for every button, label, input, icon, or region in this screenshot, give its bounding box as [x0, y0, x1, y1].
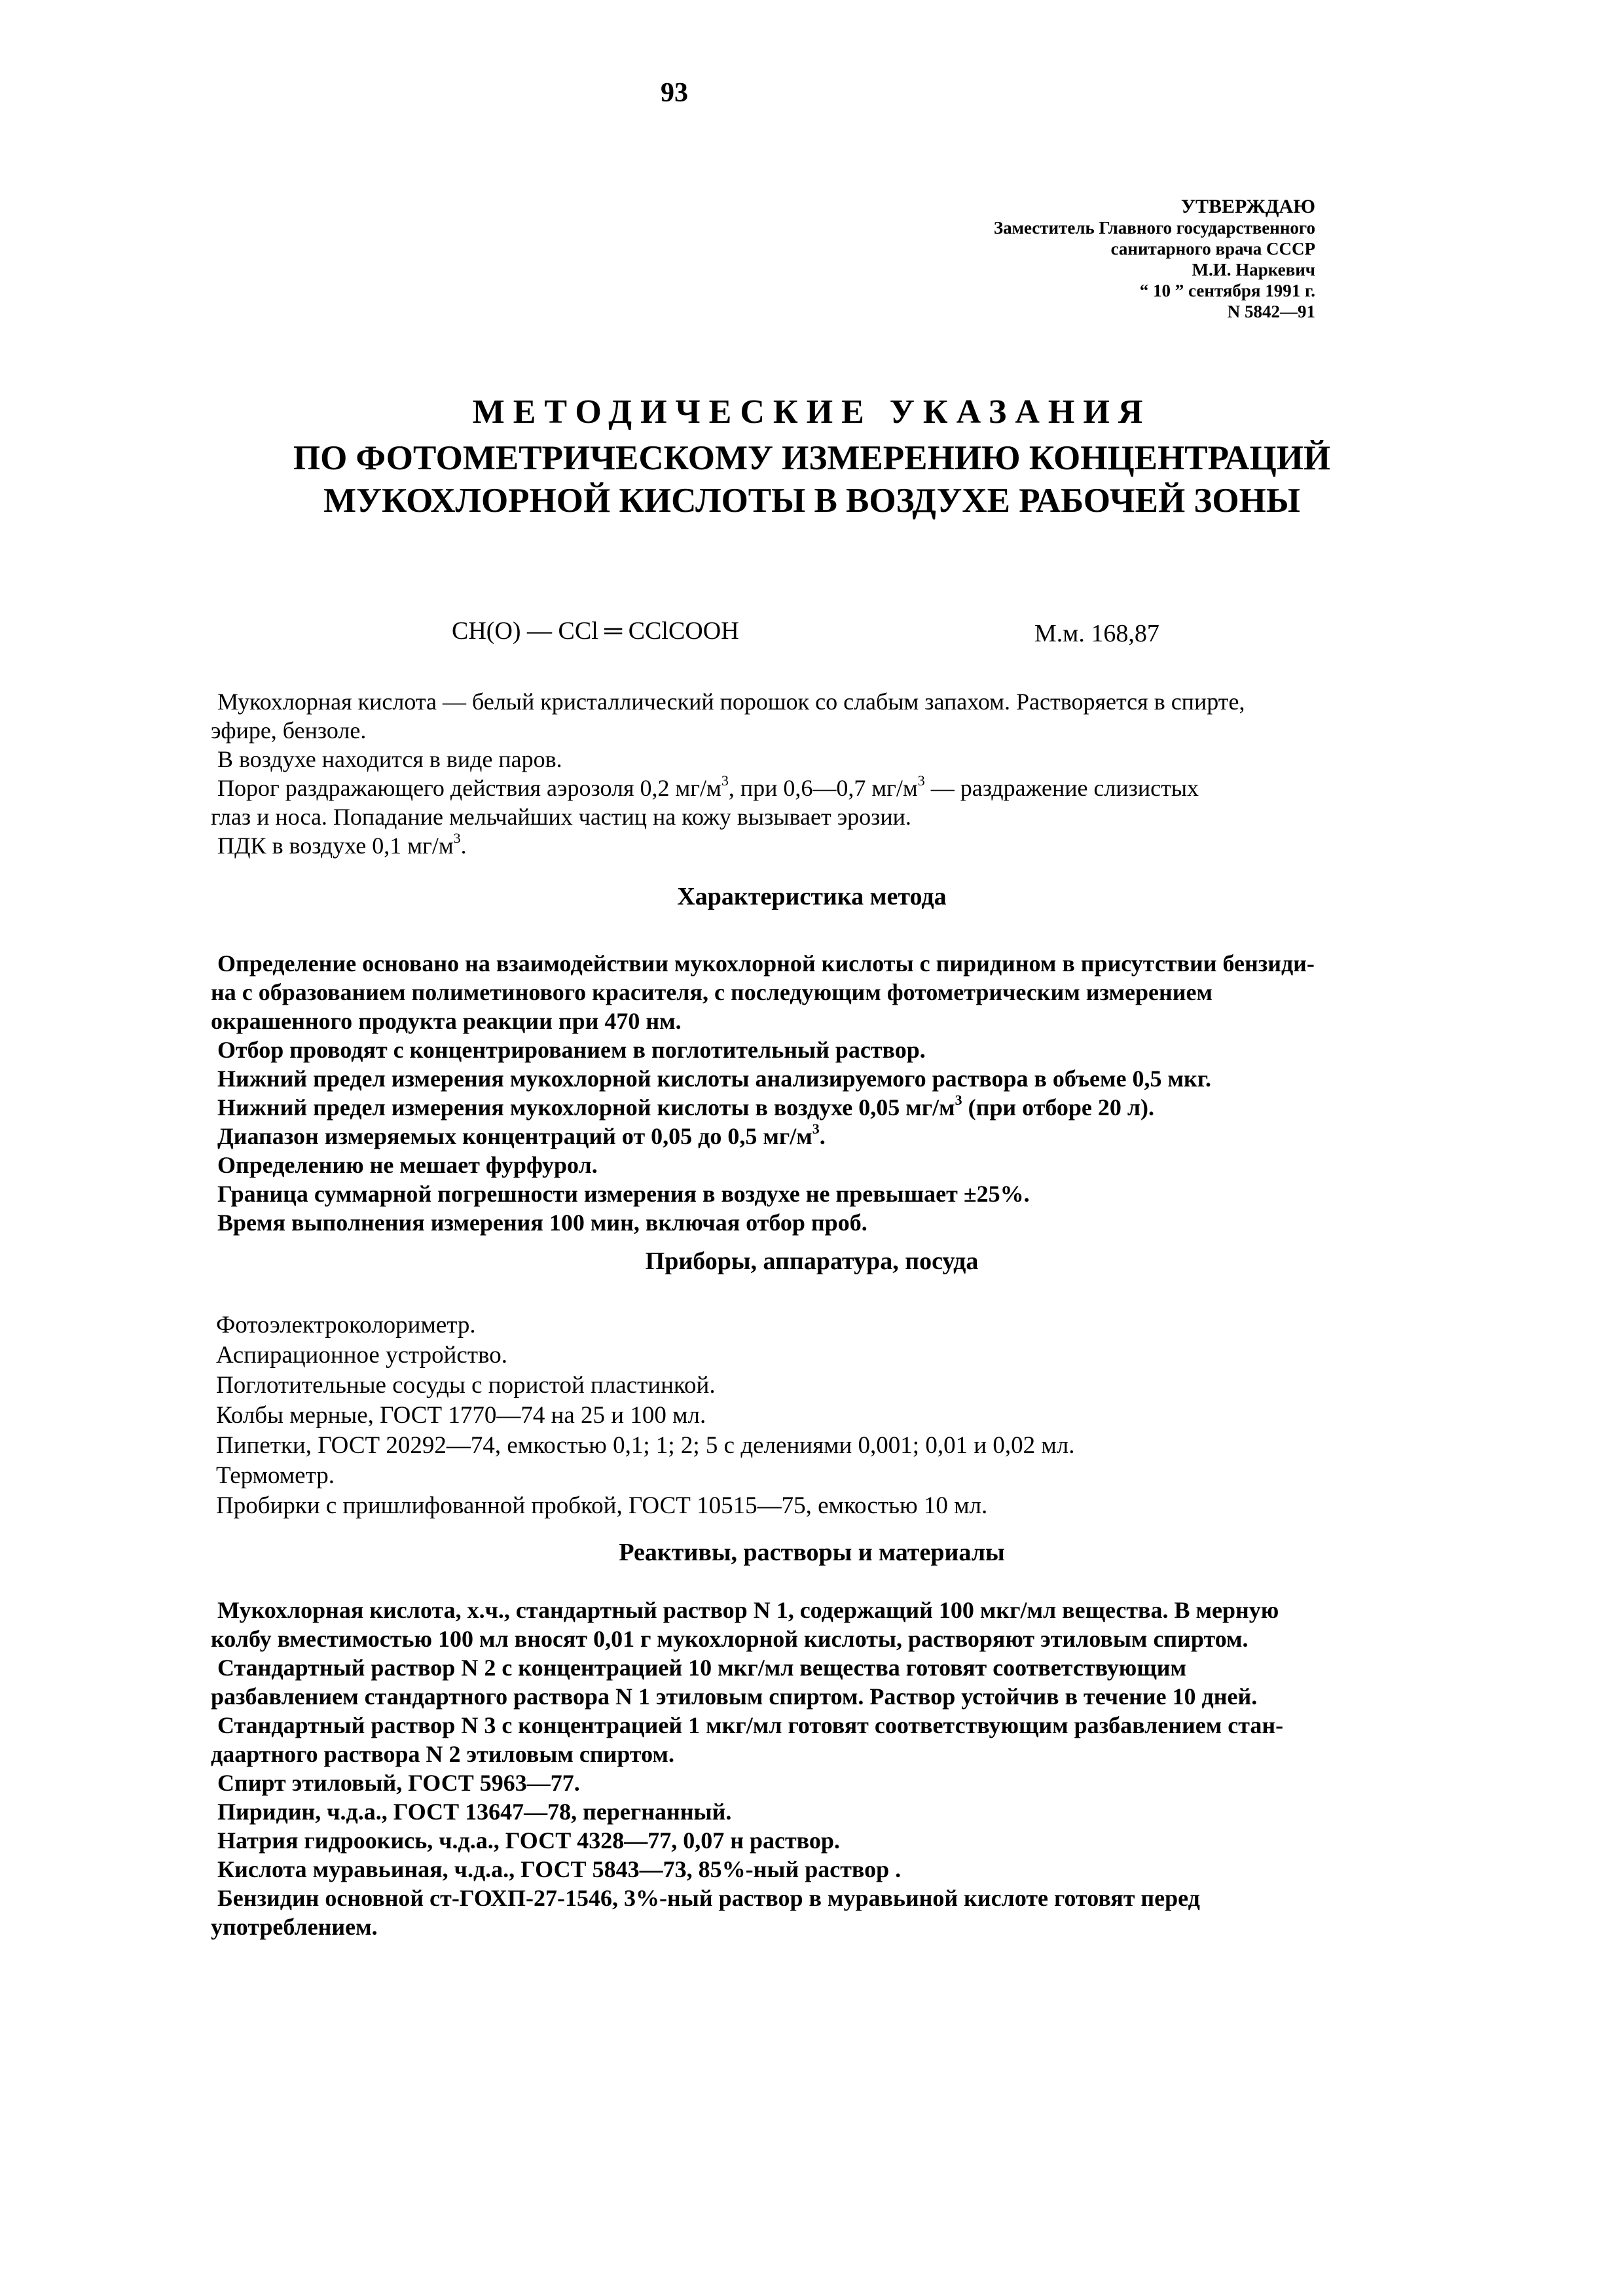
superscript: 3: [721, 772, 729, 789]
section-heading-reagents: Реактивы, растворы и материалы: [619, 1539, 1005, 1566]
equipment-item: Аспирационное устройство.: [216, 1342, 507, 1369]
method-text-part: .: [819, 1123, 826, 1149]
intro-line-threshold: [211, 774, 1455, 802]
reagents-line: даартного раствора N 2 этиловым спиртом.: [211, 1741, 674, 1767]
document-title-line2: ПО ФОТОМЕТРИЧЕСКОМУ ИЗМЕРЕНИЮ КОНЦЕНТРАЦИЙ: [293, 439, 1331, 477]
method-line: [211, 1093, 1455, 1122]
approval-block: [857, 196, 1315, 322]
equipment-item: Термометр.: [216, 1462, 335, 1489]
method-line: [211, 1122, 1455, 1151]
superscript: 3: [812, 1121, 820, 1137]
intro-line: эфире, бензоле.: [211, 717, 367, 744]
document-title-line1: МЕТОДИЧЕСКИЕ УКАЗАНИЯ: [472, 393, 1152, 431]
method-line: на с образованием полиметинового красителя, с последующим фотометрическим измерением: [211, 979, 1213, 1005]
superscript: 3: [955, 1092, 962, 1108]
intro-text-part: , при 0,6—0,7 мг/м: [728, 775, 918, 801]
intro-text-part: ПДК в воздухе 0,1 мг/м: [217, 833, 454, 859]
method-text: [211, 949, 1455, 1237]
method-text-part: (при отборе 20 л).: [962, 1094, 1155, 1121]
approval-position-line2: санитарного врача СССР: [1110, 239, 1315, 259]
reagents-line: колбу вместимостью 100 мл вносят 0,01 г мукохлорной кислоты, растворяют этиловым спиртом.: [211, 1626, 1249, 1652]
approval-number: N 5842—91: [1227, 302, 1315, 321]
intro-line: В воздухе находится в виде паров.: [217, 746, 562, 772]
molar-mass: М.м. 168,87: [1034, 620, 1159, 647]
intro-line: Мукохлорная кислота — белый кристаллический порошок со слабым запахом. Растворяется в спирте,: [217, 689, 1245, 715]
document-title-line3: МУКОХЛОРНОЙ КИСЛОТЫ В ВОЗДУХЕ РАБОЧЕЙ ЗОНЫ: [323, 482, 1300, 520]
method-line: Граница суммарной погрешности измерения в воздухе не превышает ±25%.: [217, 1181, 1030, 1207]
intro-text-part: — раздражение слизистых: [924, 775, 1199, 801]
approval-name: М.И. Наркевич: [1192, 260, 1315, 279]
intro-text: [211, 687, 1455, 860]
intro-text-part: .: [460, 833, 467, 859]
method-line: окрашенного продукта реакции при 470 нм.: [211, 1008, 682, 1034]
intro-text-part: Порог раздражающего действия аэрозоля 0,2 мг/м: [217, 775, 721, 801]
approval-position-line1: Заместитель Главного государственного: [993, 218, 1315, 238]
equipment-item: Пробирки с пришлифованной пробкой, ГОСТ 10515—75, емкостью 10 мл.: [216, 1492, 988, 1519]
reagents-line: разбавлением стандартного раствора N 1 этиловым спиртом. Раствор устойчив в течение 10 дней.: [211, 1683, 1258, 1710]
superscript: 3: [917, 772, 925, 789]
superscript: 3: [453, 830, 461, 846]
reagents-line: Натрия гидроокись, ч.д.а., ГОСТ 4328—77, 0,07 н раствор.: [217, 1827, 840, 1854]
intro-line-pdk: [211, 831, 1455, 860]
reagents-line: Бензидин основной ст-ГОХП-27-1546, 3%-ный раствор в муравьиной кислоте готовят перед: [217, 1885, 1200, 1911]
chemical-formula: CH(O) — CCl ═ CClCOOH: [452, 617, 739, 645]
equipment-list: [216, 1310, 1075, 1521]
intro-line: глаз и носа. Попадание мельчайших частиц на кожу вызывает эрозии.: [211, 804, 911, 830]
method-line: Нижний предел измерения мукохлорной кислоты анализируемого раствора в объеме 0,5 мкг.: [217, 1066, 1212, 1092]
approval-date: “ 10 ” сентября 1991 г.: [1139, 281, 1315, 300]
reagents-line: Мукохлорная кислота, х.ч., стандартный раствор N 1, содержащий 100 мкг/мл вещества. В мерную: [217, 1597, 1279, 1623]
approval-title: УТВЕРЖДАЮ: [1180, 196, 1315, 217]
method-text-part: Нижний предел измерения мукохлорной кислоты в воздухе 0,05 мг/м: [217, 1094, 955, 1121]
section-heading-method: Характеристика метода: [677, 883, 947, 910]
method-line: Определению не мешает фурфурол.: [217, 1152, 598, 1178]
reagents-line: Стандартный раствор N 3 с концентрацией 1 мкг/мл готовят соответствующим разбавлением стан-: [217, 1712, 1284, 1738]
reagents-line: Спирт этиловый, ГОСТ 5963—77.: [217, 1770, 580, 1796]
equipment-item: Пипетки, ГОСТ 20292—74, емкостью 0,1; 1; 2; 5 с делениями 0,001; 0,01 и 0,02 мл.: [216, 1432, 1075, 1459]
reagents-line: Пиридин, ч.д.а., ГОСТ 13647—78, перегнанный.: [217, 1799, 732, 1825]
method-text-part: Диапазон измеряемых концентраций от 0,05 до 0,5 мг/м: [217, 1123, 812, 1149]
section-heading-equipment: Приборы, аппаратура, посуда: [645, 1247, 979, 1275]
reagents-line: Стандартный раствор N 2 с концентрацией 10 мкг/мл вещества готовят соответствующим: [217, 1655, 1186, 1681]
reagents-text: [211, 1596, 1455, 1941]
method-line: Отбор проводят с концентрированием в поглотительный раствор.: [217, 1037, 926, 1063]
equipment-item: Поглотительные сосуды с пористой пластинкой.: [216, 1372, 716, 1399]
equipment-item: Фотоэлектроколориметр.: [216, 1312, 476, 1338]
page-number: 93: [661, 78, 688, 108]
reagents-line: употреблением.: [211, 1914, 378, 1940]
reagents-line: Кислота муравьиная, ч.д.а., ГОСТ 5843—73, 85%-ный раствор .: [217, 1856, 902, 1882]
method-line: Время выполнения измерения 100 мин, включая отбор проб.: [217, 1210, 867, 1236]
equipment-item: Колбы мерные, ГОСТ 1770—74 на 25 и 100 мл.: [216, 1402, 706, 1429]
method-line: Определение основано на взаимодействии мукохлорной кислоты с пиридином в присутствии бензиди-: [217, 950, 1315, 977]
